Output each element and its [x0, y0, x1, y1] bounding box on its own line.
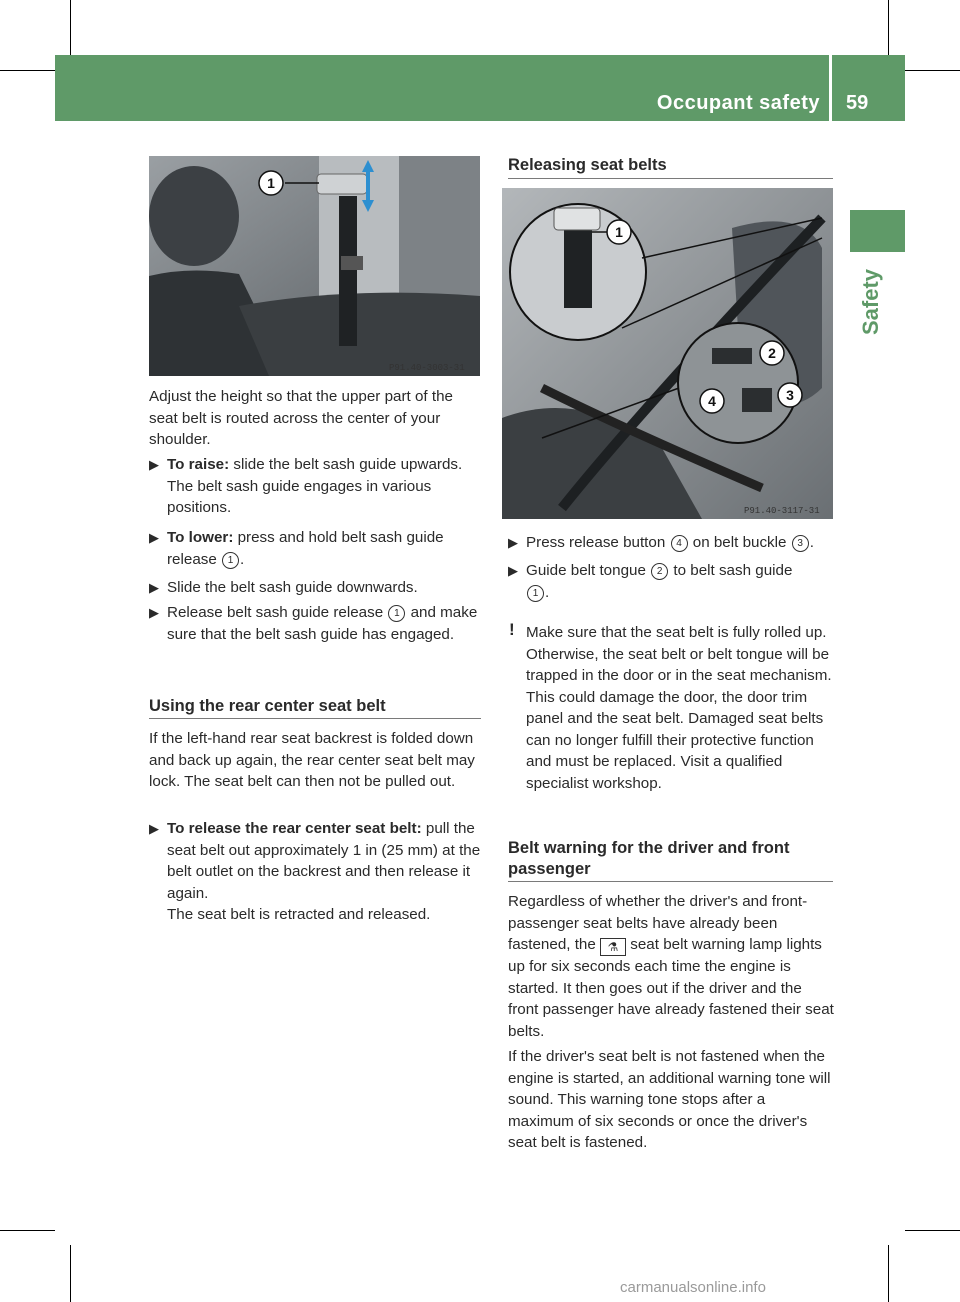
- crop-mark: [0, 1230, 55, 1231]
- lower-text: press and hold belt sash guide release: [167, 529, 444, 568]
- watermark: carmanualsonline.info: [620, 1279, 766, 1296]
- warning-paragraph: Make sure that the seat belt is fully rolled up. Otherwise, the seat belt or belt tongue will be trapped in the door or in the seat mechanism. This could damage the door, the door trim panel and the seat belt. Damaged seat belts can no longer fulfill their protective function and must be replaced. Visit a qualified specialist workshop.: [526, 624, 832, 792]
- crop-mark: [0, 70, 55, 71]
- figure-releasing-belts: [502, 188, 833, 519]
- press-text-mid: on belt buckle: [688, 534, 791, 551]
- callout-4: 4: [708, 393, 716, 409]
- section-title: Occupant safety: [656, 92, 820, 114]
- rear-release-result: The seat belt is retracted and released.: [167, 906, 431, 923]
- heading-rule: [508, 178, 833, 179]
- crop-mark: [70, 1245, 71, 1302]
- belt-para1-text: Regardless of whether the driver's and front-passenger seat belts have already been fastened, the: [508, 893, 808, 953]
- triangle-bullet-icon: ▶: [149, 530, 159, 545]
- crop-mark: [905, 1230, 960, 1231]
- heading-rule: [149, 718, 481, 719]
- heading-rule: [508, 881, 833, 882]
- heading-rear-center-belt: Using the rear center seat belt: [149, 697, 386, 715]
- instruction-guide-tongue: [508, 560, 796, 603]
- callout-ref-1: 1: [388, 605, 405, 622]
- triangle-bullet-icon: ▶: [149, 457, 159, 472]
- belt-warning-paragraph-2: If the driver's seat belt is not fastened when the engine is started, an additional warning tone will sound. This warning tone stops after a maximum of six seconds or once the driver's seat belt is fastened.: [508, 1048, 831, 1151]
- callout-ref-4: 4: [671, 535, 688, 552]
- callout-1: 1: [615, 224, 623, 240]
- figure-belt-height-adjust: [149, 156, 480, 376]
- figure-code: P91.40-3117-31: [744, 506, 820, 516]
- instruction-press-release: [508, 532, 851, 554]
- heading-belt-warning: Belt warning for the driver and front passenger: [508, 839, 790, 878]
- belt-para1-text-end: seat belt warning lamp lights up for six seconds each time the engine is started. It then goes out if the driver and the front passenger have already fastened their seat belts.: [508, 936, 834, 1040]
- raise-label: To raise:: [167, 456, 230, 473]
- instruction-slide: [149, 577, 481, 599]
- instruction-rear-release: [149, 818, 481, 926]
- crop-mark: [70, 0, 71, 55]
- warning-icon: !: [509, 620, 515, 639]
- guide-text: Guide belt tongue: [526, 562, 651, 579]
- crop-mark: [888, 0, 889, 55]
- intro-text: Adjust the height so that the upper part of the seat belt is routed across the center of your shoulder.: [149, 388, 453, 448]
- page-number: 59: [846, 92, 869, 114]
- rear-paragraph: If the left-hand rear seat backrest is folded down and back up again, the rear center seat belt may lock. The seat belt can then not be pulled out.: [149, 730, 475, 790]
- triangle-bullet-icon: ▶: [508, 535, 518, 550]
- triangle-bullet-icon: ▶: [149, 605, 159, 620]
- triangle-bullet-icon: ▶: [149, 821, 159, 836]
- crop-mark: [905, 70, 960, 71]
- triangle-bullet-icon: ▶: [508, 563, 518, 578]
- instruction-lower: [149, 527, 481, 570]
- guide-text-end: .: [545, 583, 550, 601]
- callout-ref-1: 1: [527, 585, 544, 602]
- press-text-end: .: [809, 534, 814, 551]
- press-text: Press release button: [526, 534, 670, 551]
- callout-1: 1: [267, 175, 275, 191]
- figure-code: P91.40-3003-31: [389, 363, 465, 373]
- slide-text: Slide the belt sash guide downwards.: [167, 579, 418, 596]
- raise-text: slide the belt sash guide upwards. The belt sash guide engages in various positions.: [167, 456, 463, 516]
- crop-mark: [888, 1245, 889, 1302]
- callout-ref-3: 3: [792, 535, 809, 552]
- side-tab-label: Safety: [858, 268, 883, 335]
- release-text: Release belt sash guide release: [167, 604, 388, 621]
- callout-ref-2: 2: [651, 563, 668, 580]
- guide-text-mid: to belt sash guide: [669, 562, 793, 579]
- heading-releasing-belts: Releasing seat belts: [508, 156, 667, 174]
- instruction-release: [149, 602, 481, 645]
- rear-release-text: pull the seat belt out approximately 1 in (25 mm) at the belt outlet on the backrest and then release it again.: [167, 820, 481, 902]
- belt-warning-paragraph-1: [508, 891, 834, 1042]
- instruction-raise: [149, 454, 481, 519]
- release-text-end: and make sure that the belt sash guide has engaged.: [167, 604, 478, 643]
- lower-label: To lower:: [167, 529, 234, 546]
- rear-release-label: To release the rear center seat belt:: [167, 820, 422, 837]
- triangle-bullet-icon: ▶: [149, 580, 159, 595]
- header-divider: [829, 55, 832, 121]
- callout-ref-1: 1: [222, 552, 239, 569]
- intro-paragraph: [149, 386, 481, 451]
- callout-3: 3: [786, 387, 794, 403]
- callout-2: 2: [768, 345, 776, 361]
- lower-text-end: .: [240, 550, 245, 568]
- side-tab-marker: [850, 210, 905, 252]
- seatbelt-warning-icon: ⚗: [600, 938, 626, 956]
